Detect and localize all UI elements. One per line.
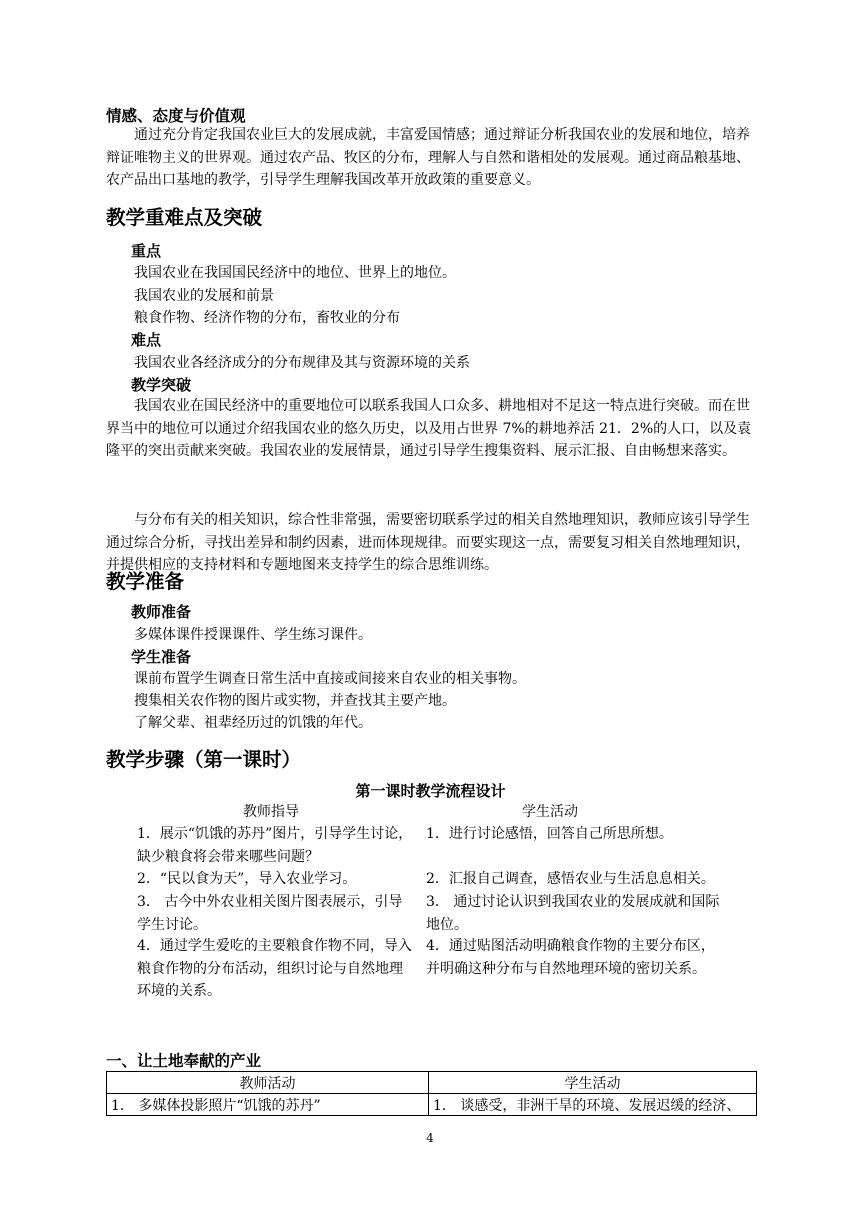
difficulty-item: 我国农业各经济成分的分布规律及其与资源环境的关系 [134, 355, 470, 371]
flow-column-student: 学生活动 [522, 804, 578, 820]
key-point-item: 我国农业在我国国民经济中的地位、世界上的地位。 [134, 265, 456, 281]
subheading-difficulties: 难点 [131, 331, 162, 349]
section-heading-preparation: 教学准备 [106, 570, 185, 593]
values-paragraph: 通过充分肯定我国农业巨大的发展成就，丰富爱国情感；通过辩证分析我国农业的发展和地位，培养辩证唯物主义的世界观。通过农产品、牧区的分布，理解人与自然和谐相处的发展观。通过商品粮基地、农产品出口基地的教学，引导学生理解我国改革开放政策的重要意义。 [106, 127, 750, 188]
table-header-row [107, 1072, 757, 1094]
breakthrough-paragraph-1: 我国农业在国民经济中的重要地位可以联系我国人口众多、耕地相对不足这一特点进行突破。而在世界当中的地位可以通过介绍我国农业的悠久历史，以及用占世界 7%的耕地养活 21．2%的人口，以及袁隆平的突出贡献来突破。我国农业的发展情景，通过引导学生搜集资料、展示汇报、自由畅想来落实。 [106, 398, 752, 459]
page-number: 4 [426, 1131, 434, 1145]
subheading-key-points: 重点 [131, 242, 162, 260]
table-cell: 1． 多媒体投影照片“饥饿的苏丹” [107, 1094, 429, 1116]
key-point-item: 粮食作物、经济作物的分布，畜牧业的分布 [134, 310, 400, 326]
breakthrough-paragraph-2: 与分布有关的相关知识，综合性非常强，需要密切联系学过的相关自然地理知识，教师应该引导学生通过综合分析，寻找出差异和制约因素，进而体现规律。而要实现这一点，需要复习相关自然地理知识，并提供相应的支持材料和专题地图来支持学生的综合思维训练。 [106, 512, 750, 573]
section-heading-key-points: 教学重难点及突破 [106, 206, 263, 229]
flow-teacher-step: 3． 古今中外农业相关图片图表展示，引导学生讨论。 [137, 894, 403, 933]
activity-table [106, 1071, 757, 1116]
flow-teacher-step: 4．通过学生爱吃的主要粮食作物不同，导入粮食作物的分布活动，组织讨论与自然地理环境的关系。 [137, 938, 412, 999]
table-header-cell: 教师活动 [107, 1072, 429, 1094]
flow-student-step: 2．汇报自己调查，感悟农业与生活息息相关。 [426, 871, 715, 887]
section-heading-values: 情感、态度与价值观 [106, 107, 246, 125]
table-row [107, 1094, 757, 1116]
flow-title: 第一课时教学流程设计 [355, 782, 506, 800]
subheading-student-prep: 学生准备 [131, 648, 192, 666]
section-heading-part-one: 一、让土地奉献的产业 [106, 1052, 262, 1070]
subheading-teacher-prep: 教师准备 [131, 603, 192, 621]
section-heading-steps: 教学步骤（第一课时） [106, 748, 302, 771]
student-prep-item: 课前布置学生调查日常生活中直接或间接来自农业的相关事物。 [134, 671, 526, 687]
flow-student-step: 4．通过贴图活动明确粮食作物的主要分布区，并明确这种分布与自然地理环境的密切关系。 [426, 938, 715, 977]
table-header-cell: 学生活动 [429, 1072, 757, 1094]
student-prep-item: 搜集相关农作物的图片或实物，并查找其主要产地。 [134, 693, 456, 709]
flow-teacher-step: 1．展示“饥饿的苏丹”图片，引导学生讨论，缺少粮食将会带来哪些问题？ [137, 826, 413, 865]
flow-teacher-step: 2．“民以食为天”，导入农业学习。 [137, 871, 357, 887]
flow-column-teacher: 教师指导 [243, 804, 299, 820]
subheading-breakthrough: 教学突破 [131, 376, 192, 394]
student-prep-item: 了解父辈、祖辈经历过的饥饿的年代。 [134, 715, 372, 731]
key-point-item: 我国农业的发展和前景 [134, 288, 274, 304]
flow-student-step: 1．进行讨论感悟，回答自己所思所想。 [426, 826, 673, 842]
teacher-prep-item: 多媒体课件授课课件、学生练习课件。 [134, 627, 372, 643]
flow-student-step: 3． 通过讨论认识到我国农业的发展成就和国际地位。 [426, 894, 720, 933]
table-cell: 1． 谈感受，非洲干旱的环境、发展迟缓的经济、 [429, 1094, 757, 1116]
